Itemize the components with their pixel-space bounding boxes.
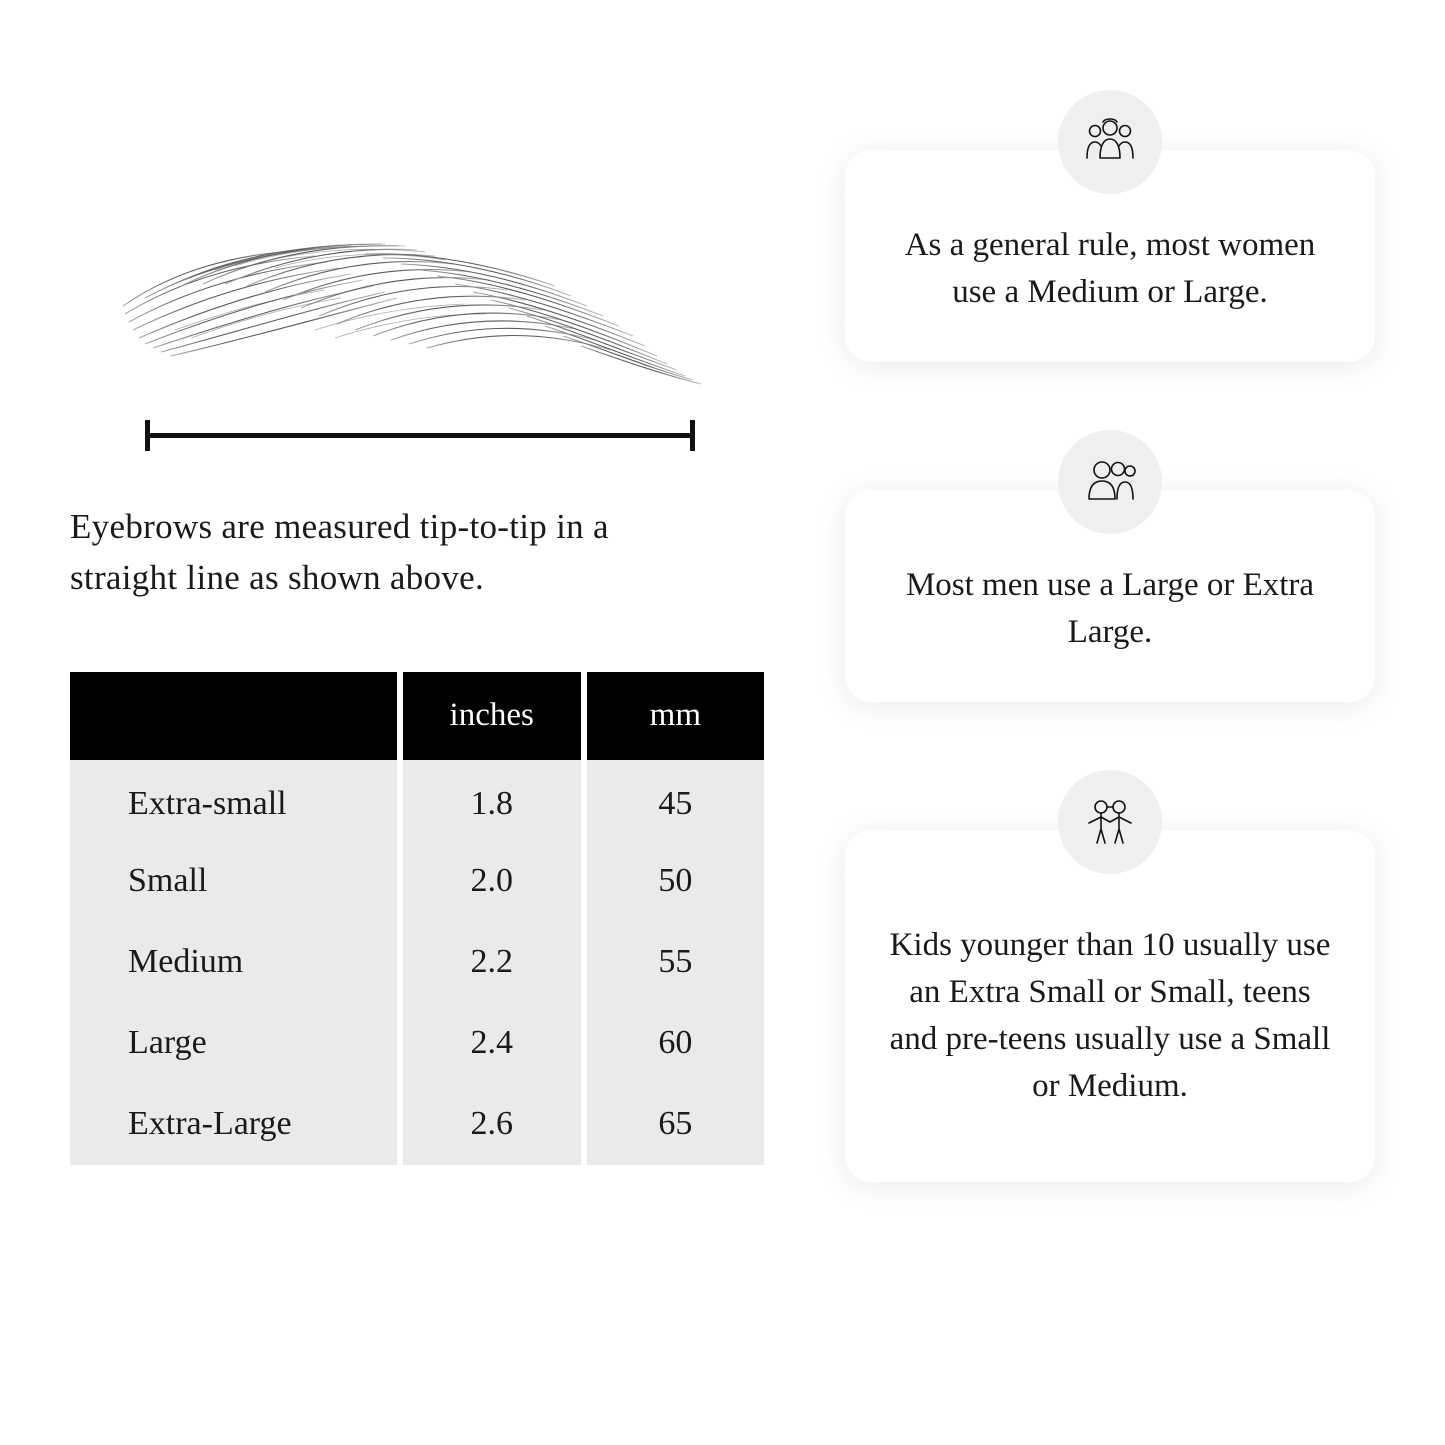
measure-bar-line xyxy=(145,433,695,438)
right-column xyxy=(845,150,1375,1182)
cell-mm: 65 xyxy=(587,1084,764,1165)
cell-mm: 60 xyxy=(587,1003,764,1084)
cell-mm: 50 xyxy=(587,841,764,922)
header-size-name xyxy=(70,672,397,760)
men-group-icon xyxy=(1058,430,1162,534)
cell-mm: 55 xyxy=(587,922,764,1003)
table-row xyxy=(70,1003,764,1084)
cell-size-name: Large xyxy=(70,1003,397,1084)
table-row xyxy=(70,841,764,922)
left-column xyxy=(70,150,770,1165)
women-group-icon xyxy=(1058,90,1162,194)
measure-cap-right xyxy=(690,420,695,451)
info-card-text: Most men use a Large or Extra Large. xyxy=(905,567,1315,650)
cell-size-name: Extra-small xyxy=(70,760,397,841)
header-mm: mm xyxy=(587,672,764,760)
cell-inches: 2.2 xyxy=(403,922,581,1003)
info-card-text: As a general rule, most women use a Medium or Large. xyxy=(904,227,1316,310)
info-card-women xyxy=(845,150,1375,362)
size-table xyxy=(64,672,770,1165)
cell-inches: 1.8 xyxy=(403,760,581,841)
table-header-row xyxy=(70,672,764,760)
cell-size-name: Extra-Large xyxy=(70,1084,397,1165)
eyebrow-figure xyxy=(70,150,770,450)
info-card-text: Kids younger than 10 usually use an Extra Small or Small, teens and pre-teens usually use a Small or Medium. xyxy=(889,927,1331,1104)
cell-inches: 2.6 xyxy=(403,1084,581,1165)
info-card-kids xyxy=(845,830,1375,1182)
men-group-glyph xyxy=(1080,454,1140,510)
cell-mm: 45 xyxy=(587,760,764,841)
info-card-men xyxy=(845,490,1375,702)
kids-group-glyph xyxy=(1081,793,1139,851)
cell-size-name: Medium xyxy=(70,922,397,1003)
kids-group-icon xyxy=(1058,770,1162,874)
table-row xyxy=(70,1084,764,1165)
cell-inches: 2.0 xyxy=(403,841,581,922)
measurement-bar xyxy=(145,420,695,450)
eyebrow-illustration-icon xyxy=(115,210,715,390)
header-inches: inches xyxy=(403,672,581,760)
size-table-body xyxy=(70,760,764,1165)
cell-size-name: Small xyxy=(70,841,397,922)
table-row xyxy=(70,760,764,841)
women-group-glyph xyxy=(1080,114,1140,170)
figure-caption: Eyebrows are measured tip-to-tip in a straight line as shown above. xyxy=(70,507,609,597)
cell-inches: 2.4 xyxy=(403,1003,581,1084)
table-row xyxy=(70,922,764,1003)
size-table-head xyxy=(70,672,764,760)
